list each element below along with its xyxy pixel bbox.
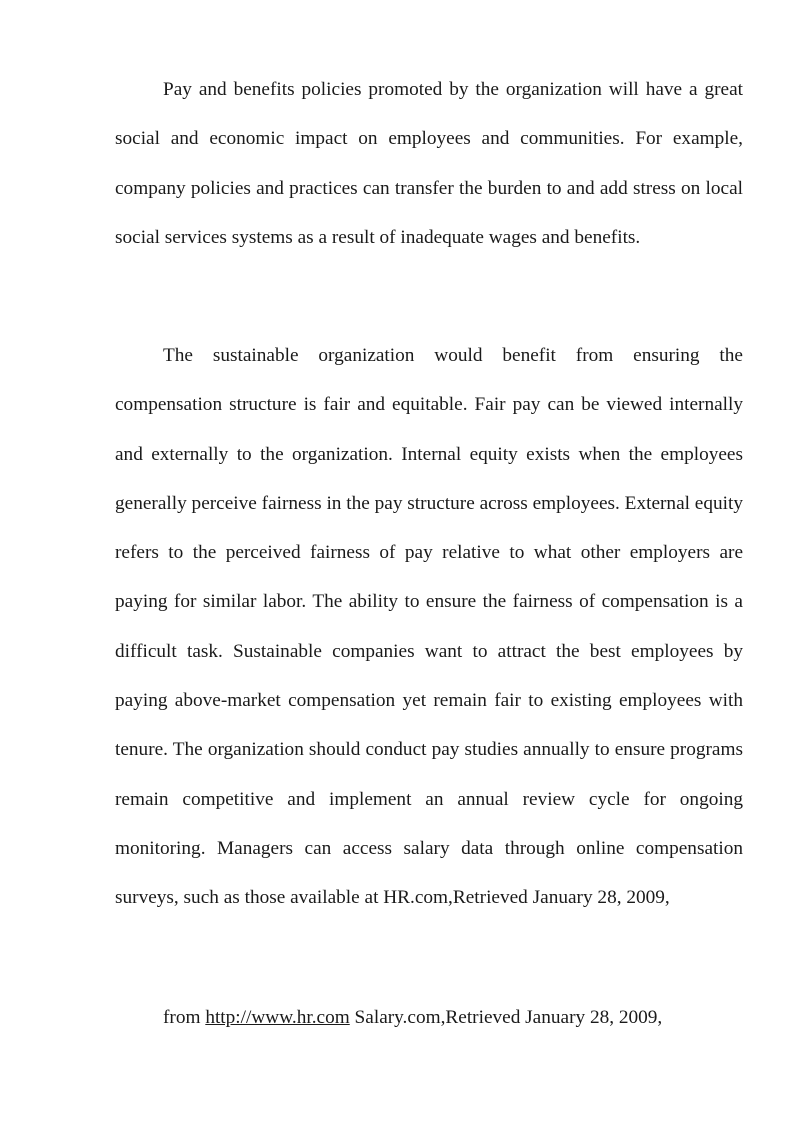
hr-com-link[interactable]: http://www.hr.com (205, 1007, 350, 1028)
paragraph-sustainable-organization: The sustainable organization would benefit from ensuring the compensation structure is fair and equitable. Fair pay can be viewed internally and externally to the organization. Internal equity exists when the employees generally perceive fairness in the pay structure across employees. External equity refers to the perceived fairness of pay relative to what other employers are paying for similar labor. The ability to ensure the fairness of compensation is a difficult task. Sustainable companies want to attract the best employees by paying above-market compensation yet remain fair to existing employees with tenure. The organization should conduct pay studies annually to ensure programs remain competitive and implement an annual review cycle for ongoing monitoring. Managers can access salary data through online compensation surveys, such as those available at HR.com,Retrieved January 28, 2009, (115, 345, 743, 909)
reference-prefix: from (163, 1007, 206, 1028)
reference-suffix: Salary.com,Retrieved January 28, 2009, (349, 1007, 663, 1028)
reference-line (115, 993, 743, 1042)
paragraph-pay-benefits: Pay and benefits policies promoted by the organization will have a great social and economic impact on employees and communities. For example, company policies and practices can transfer the burden to and add stress on local social services systems as a result of inadequate wages and benefits. (115, 79, 743, 248)
